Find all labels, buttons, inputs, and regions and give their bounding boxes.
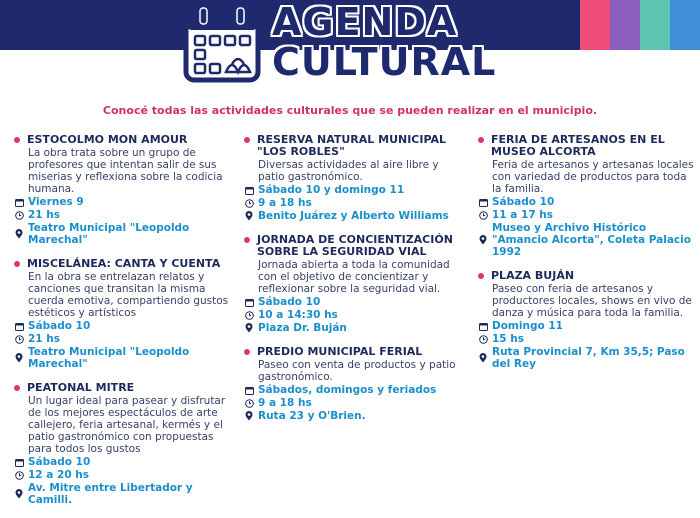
event-card [14, 382, 232, 506]
header-stripes [580, 0, 700, 50]
bullet-dot-icon [14, 137, 20, 143]
location-pin-icon [14, 353, 24, 363]
calendar-small-icon [478, 321, 488, 331]
event-title: MISCELÁNEA: CANTA Y CUENTA [14, 258, 232, 270]
calendar-small-icon [14, 321, 24, 331]
event-description: Paseo con feria de artesanos y productores locales, shows en vivo de danza y música para toda la familia. [492, 283, 692, 319]
location-pin-icon [478, 235, 488, 245]
event-place: Museo y Archivo Histórico "Amancio Alcorta", Coleta Palacio 1992 [478, 222, 696, 258]
event-place: Ruta Provincial 7, Km 35,5; Paso del Rey [478, 346, 696, 370]
page-subtitle: Conocé todas las actividades culturales que se pueden realizar en el municipio. [102, 104, 598, 117]
location-pin-icon [14, 229, 24, 239]
bullet-dot-icon [244, 349, 250, 355]
event-date: Sábado 10 [14, 456, 232, 468]
event-place: Plaza Dr. Buján [244, 322, 462, 334]
clock-icon [478, 210, 488, 220]
event-time: 11 a 17 hs [478, 209, 696, 221]
clock-icon [244, 310, 254, 320]
event-place: Av. Mitre entre Libertador y Camilli. [14, 482, 232, 506]
event-place: Ruta 23 y O'Brien. [244, 410, 462, 422]
clock-icon [478, 334, 488, 344]
logo-title-line1: AGENDA [272, 0, 458, 44]
event-description: Un lugar ideal para pasear y disfrutar de los mejores espectáculos de arte callejero, feria artesanal, kermés y el patio gastronómico con propuestas para todos los gustos [28, 395, 226, 455]
event-card [478, 270, 696, 370]
event-description: Feria de artesanos y artesanas locales con variedad de productos para toda la familia. [492, 159, 694, 195]
event-title: PEATONAL MITRE [14, 382, 232, 394]
column-2 [244, 134, 462, 434]
event-place: Teatro Municipal "Leopoldo Marechal" [14, 222, 232, 246]
event-card [14, 134, 232, 246]
event-card [244, 134, 462, 222]
event-date: Sábado 10 [14, 320, 232, 332]
event-time: 9 a 18 hs [244, 397, 462, 409]
calendar-icon [182, 6, 262, 84]
event-title: PREDIO MUNICIPAL FERIAL [244, 346, 462, 358]
event-time: 21 hs [14, 333, 232, 345]
event-description: La obra trata sobre un grupo de profesores que intentan salir de sus miserias y reflexiona sobre la codicia humana. [28, 147, 223, 195]
location-pin-icon [244, 323, 254, 333]
stripe-teal [640, 0, 670, 50]
event-time: 15 hs [478, 333, 696, 345]
bullet-dot-icon [244, 137, 250, 143]
event-date: Sábado 10 [478, 196, 696, 208]
bullet-dot-icon [478, 273, 484, 279]
event-date: Domingo 11 [478, 320, 696, 332]
calendar-small-icon [244, 185, 254, 195]
event-description: En la obra se entrelazan relatos y canciones que transitan la misma cuerda emotiva, compartiendo gustos estéticos y artísticos [28, 271, 229, 319]
bullet-dot-icon [244, 237, 250, 243]
event-description: Diversas actividades al aire libre y patio gastronómico. [258, 159, 439, 183]
event-card [244, 234, 462, 334]
location-pin-icon [14, 489, 24, 499]
event-title: PLAZA BUJÁN [478, 270, 696, 282]
bullet-dot-icon [478, 137, 484, 143]
clock-icon [14, 210, 24, 220]
clock-icon [14, 334, 24, 344]
calendar-small-icon [244, 385, 254, 395]
calendar-small-icon [14, 197, 24, 207]
clock-icon [244, 198, 254, 208]
logo-title-line2: CULTURAL [272, 40, 497, 84]
clock-icon [14, 470, 24, 480]
bullet-dot-icon [14, 385, 20, 391]
stripe-purple [610, 0, 640, 50]
calendar-small-icon [478, 197, 488, 207]
event-title: ESTOCOLMO MON AMOUR [14, 134, 232, 146]
event-card [244, 346, 462, 422]
bullet-dot-icon [14, 261, 20, 267]
event-description: Paseo con venta de productos y patio gastronómico. [258, 359, 456, 383]
column-1 [14, 134, 232, 518]
column-3 [478, 134, 696, 382]
location-pin-icon [478, 353, 488, 363]
event-date: Viernes 9 [14, 196, 232, 208]
event-title: JORNADA DE CONCIENTIZACIÓN SOBRE LA SEGURIDAD VIAL [244, 234, 462, 258]
event-date: Sábado 10 [244, 296, 462, 308]
event-card [14, 258, 232, 370]
calendar-small-icon [14, 457, 24, 467]
event-place: Benito Juárez y Alberto Williams [244, 210, 462, 222]
logo [176, 2, 532, 90]
event-card [478, 134, 696, 258]
calendar-small-icon [244, 297, 254, 307]
event-time: 9 a 18 hs [244, 197, 462, 209]
event-date: Sábados, domingos y feriados [244, 384, 462, 396]
event-date: Sábado 10 y domingo 11 [244, 184, 462, 196]
event-title: RESERVA NATURAL MUNICIPAL "LOS ROBLES" [244, 134, 462, 158]
event-time: 12 a 20 hs [14, 469, 232, 481]
stripe-blue [670, 0, 700, 50]
location-pin-icon [244, 211, 254, 221]
event-title: FERIA DE ARTESANOS EN EL MUSEO ALCORTA [478, 134, 696, 158]
location-pin-icon [244, 411, 254, 421]
event-time: 10 a 14:30 hs [244, 309, 462, 321]
event-time: 21 hs [14, 209, 232, 221]
clock-icon [244, 398, 254, 408]
event-description: Jornada abierta a toda la comunidad con el objetivo de concientizar y reflexionar sobre la seguridad vial. [258, 259, 450, 295]
stripe-pink [580, 0, 610, 50]
event-place: Teatro Municipal "Leopoldo Marechal" [14, 346, 232, 370]
